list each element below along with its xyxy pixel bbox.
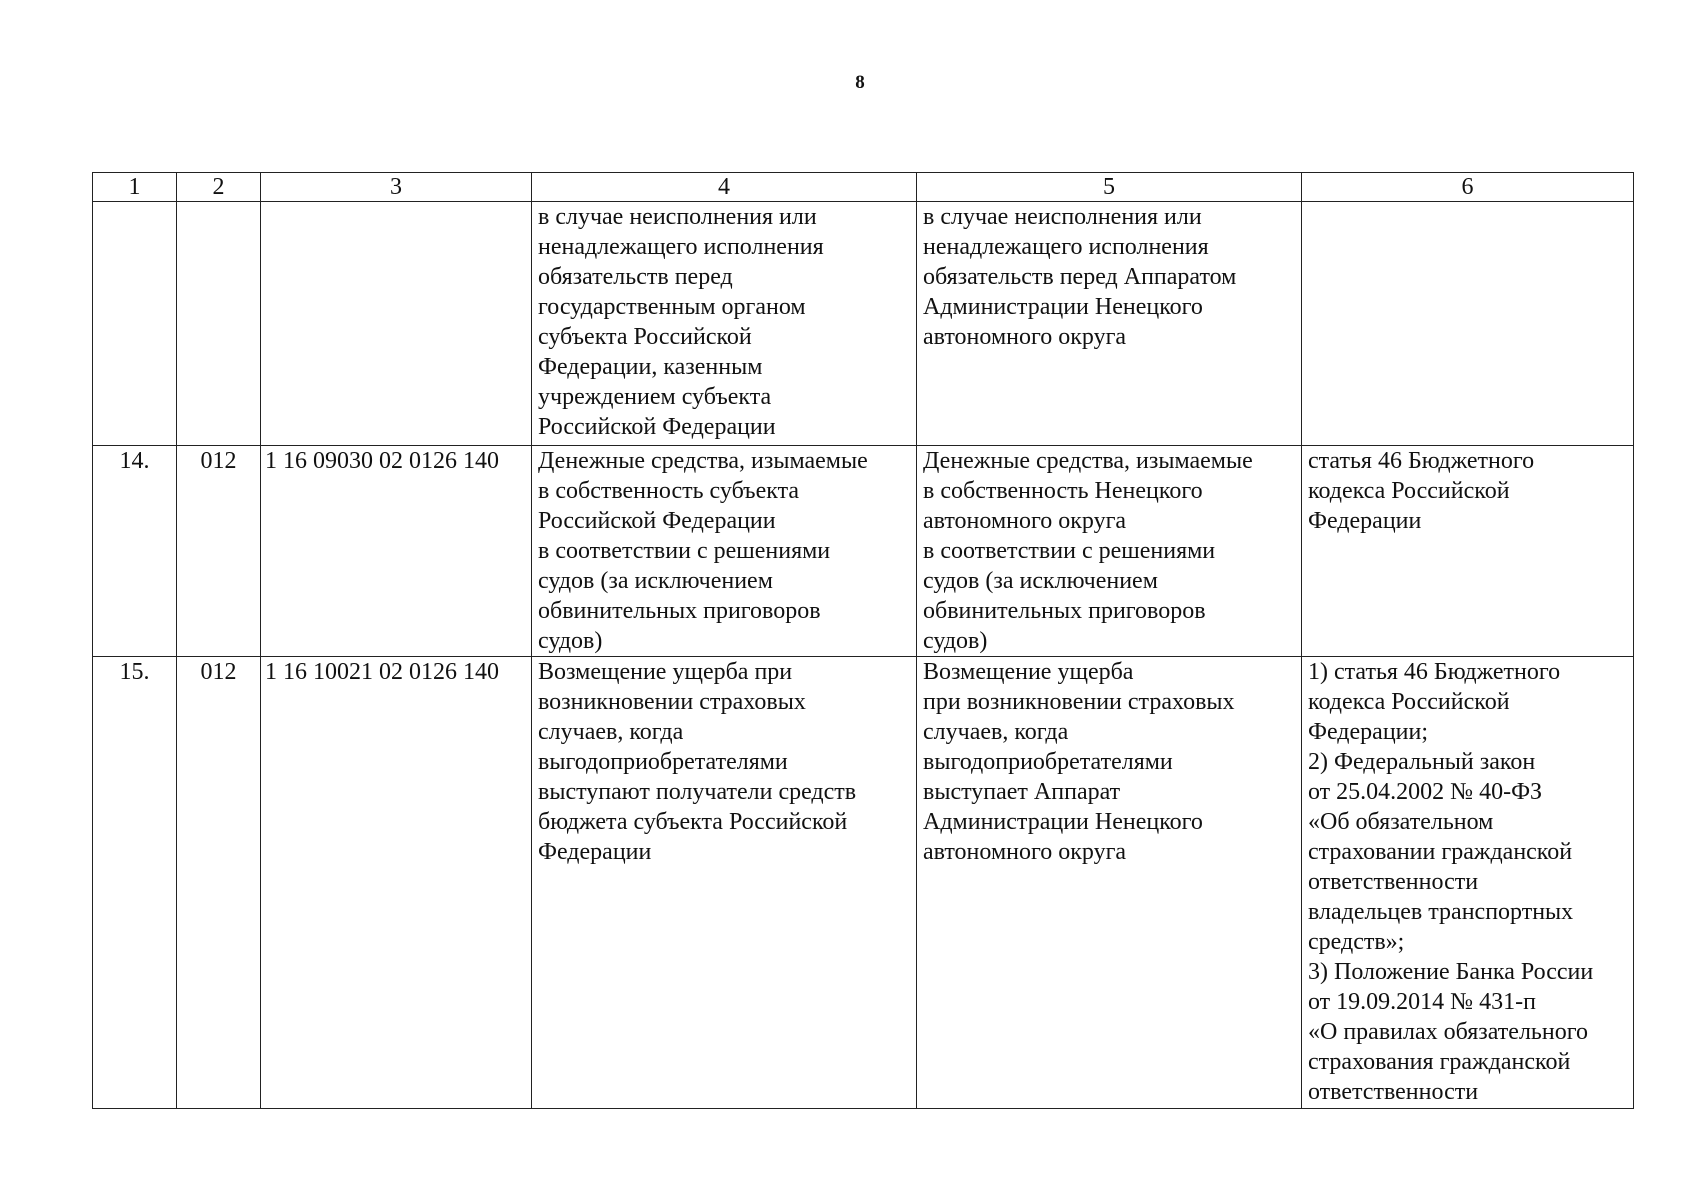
cell-text-line: выступает Аппарат <box>923 779 1121 805</box>
cell-text-line: при возникновении страховых <box>923 689 1235 715</box>
header-col-5: 5 <box>917 173 1302 202</box>
cell-text-line: Возмещение ущерба при <box>538 659 793 685</box>
cell-text-line: судов (за исключением <box>923 568 1158 594</box>
cell-text-line: Российской Федерации <box>538 508 776 534</box>
cell-text-line: в собственность субъекта <box>538 478 800 504</box>
income-type-general <box>532 202 917 446</box>
cell-text-line: Администрации Ненецкого <box>923 809 1203 835</box>
cell-text-line: Денежные средства, изымаемые <box>538 448 868 474</box>
cell-text-line: 2) Федеральный закон <box>1308 749 1536 775</box>
admin-code: 012 <box>177 446 261 657</box>
cell-text-line: автономного округа <box>923 839 1127 865</box>
budget-classification-code: 1 16 09030 02 0126 140 <box>261 446 532 657</box>
income-type-specific <box>917 657 1302 1109</box>
cell-text-line: автономного округа <box>923 324 1127 350</box>
legal-basis <box>1302 446 1634 657</box>
cell-text-line: судов (за исключением <box>538 568 773 594</box>
cell-text-line: Денежные средства, изымаемые <box>923 448 1253 474</box>
cell-text-line: выгодоприобретателями <box>538 749 788 775</box>
income-type-specific <box>917 202 1302 446</box>
cell-text-line: «Об обязательном <box>1308 809 1494 835</box>
cell-text-line: учреждением субъекта <box>538 384 772 410</box>
cell-text-line: в соответствии с решениями <box>538 538 831 564</box>
cell-text-line: статья 46 Бюджетного <box>1308 448 1535 474</box>
cell-text-line: в случае неисполнения или <box>923 204 1202 230</box>
cell-text-line: Возмещение ущерба <box>923 659 1134 685</box>
cell-text-line: ответственности <box>1308 869 1479 895</box>
header-col-6: 6 <box>1302 173 1634 202</box>
cell-text-line: возникновении страховых <box>538 689 806 715</box>
legal-basis <box>1302 202 1634 446</box>
table-row <box>93 446 1634 657</box>
budget-table <box>92 172 1634 1109</box>
cell-text-line: выступают получатели средств <box>538 779 857 805</box>
cell-text-line: кодекса Российской <box>1308 478 1510 504</box>
cell-text-line: в случае неисполнения или <box>538 204 817 230</box>
cell-text-line: ненадлежащего исполнения <box>538 234 824 260</box>
cell-text-line: Федерации, казенным <box>538 354 763 380</box>
cell-text-line: бюджета субъекта Российской <box>538 809 848 835</box>
cell-text-line: обязательств перед <box>538 264 733 290</box>
cell-text-line: выгодоприобретателями <box>923 749 1173 775</box>
cell-text-line: автономного округа <box>923 508 1127 534</box>
legal-basis <box>1302 657 1634 1109</box>
income-type-general <box>532 657 917 1109</box>
cell-text-line: судов) <box>923 628 988 654</box>
income-type-general <box>532 446 917 657</box>
row-number: 14. <box>93 446 177 657</box>
budget-classification-code <box>261 202 532 446</box>
cell-text-line: государственным органом <box>538 294 806 320</box>
cell-text-line: в собственность Ненецкого <box>923 478 1203 504</box>
income-type-specific <box>917 446 1302 657</box>
cell-text-line: ненадлежащего исполнения <box>923 234 1209 260</box>
cell-text-line: страховании гражданской <box>1308 839 1573 865</box>
table-header-row <box>93 173 1634 202</box>
header-col-4: 4 <box>532 173 917 202</box>
cell-text-line: страхования гражданской <box>1308 1049 1571 1075</box>
cell-text-line: ответственности <box>1308 1079 1479 1105</box>
cell-text-line: судов) <box>538 628 603 654</box>
budget-classification-code: 1 16 10021 02 0126 140 <box>261 657 532 1109</box>
cell-text-line: случаев, когда <box>538 719 684 745</box>
cell-text-line: Федерации; <box>1308 719 1429 745</box>
row-number <box>93 202 177 446</box>
cell-text-line: субъекта Российской <box>538 324 752 350</box>
cell-text-line: случаев, когда <box>923 719 1069 745</box>
cell-text-line: в соответствии с решениями <box>923 538 1216 564</box>
admin-code <box>177 202 261 446</box>
cell-text-line: Федерации <box>1308 508 1422 534</box>
row-number: 15. <box>93 657 177 1109</box>
cell-text-line: обвинительных приговоров <box>923 598 1206 624</box>
cell-text-line: от 19.09.2014 № 431-п <box>1308 989 1536 1015</box>
table-row <box>93 657 1634 1109</box>
cell-text-line: Российской Федерации <box>538 414 776 440</box>
cell-text-line: «О правилах обязательного <box>1308 1019 1588 1045</box>
page-number: 8 <box>855 72 865 93</box>
cell-text-line: от 25.04.2002 № 40-ФЗ <box>1308 779 1543 805</box>
cell-text-line: Администрации Ненецкого <box>923 294 1203 320</box>
cell-text-line: обязательств перед Аппаратом <box>923 264 1237 290</box>
cell-text-line: кодекса Российской <box>1308 689 1510 715</box>
cell-text-line: средств»; <box>1308 929 1405 955</box>
header-col-1: 1 <box>93 173 177 202</box>
cell-text-line: 3) Положение Банка России <box>1308 959 1594 985</box>
header-col-3: 3 <box>261 173 532 202</box>
cell-text-line: обвинительных приговоров <box>538 598 821 624</box>
table-row <box>93 202 1634 446</box>
cell-text-line: Федерации <box>538 839 652 865</box>
cell-text-line: владельцев транспортных <box>1308 899 1574 925</box>
admin-code: 012 <box>177 657 261 1109</box>
cell-text-line: 1) статья 46 Бюджетного <box>1308 659 1561 685</box>
header-col-2: 2 <box>177 173 261 202</box>
